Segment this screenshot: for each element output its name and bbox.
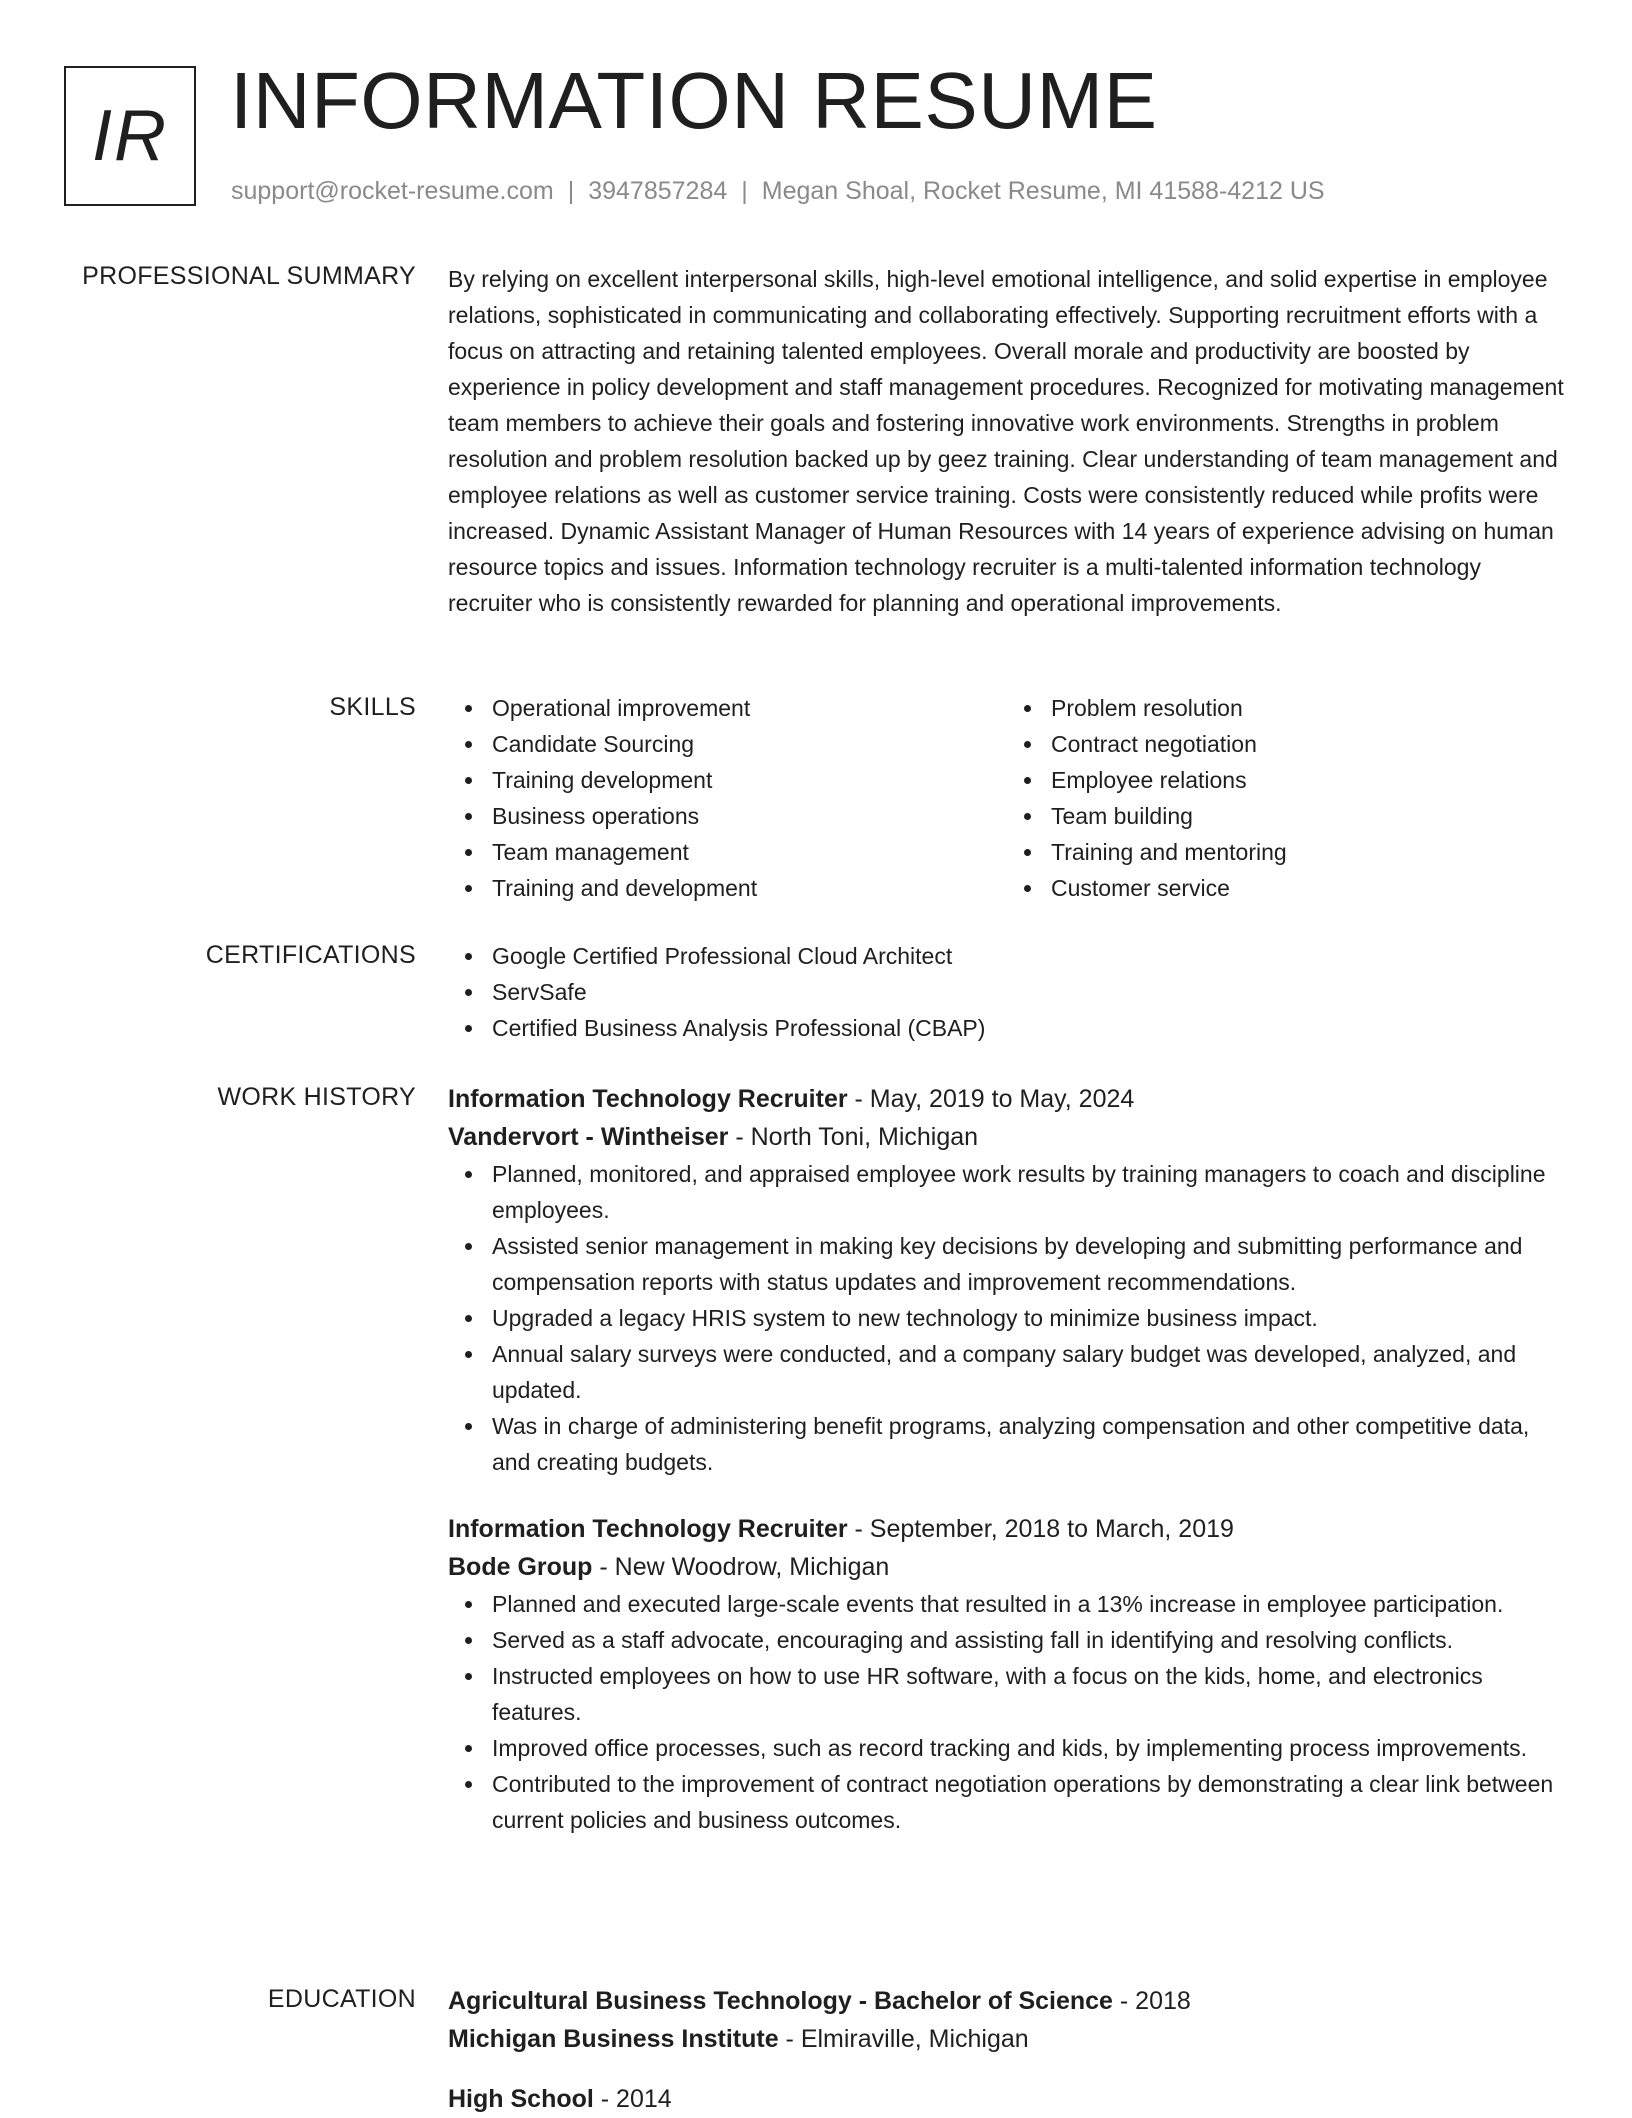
job-entry — [448, 1080, 1566, 1480]
list-item: Operational improvement — [492, 690, 1007, 726]
job-company: Bode Group — [448, 1553, 593, 1581]
certifications-list — [448, 938, 1566, 1046]
job-location: - New Woodrow, Michigan — [592, 1553, 890, 1581]
job-location: - North Toni, Michigan — [728, 1123, 979, 1151]
contact-line — [231, 175, 1325, 207]
monogram-logo — [64, 66, 196, 206]
list-item: Training and development — [492, 870, 1007, 906]
education-body — [448, 1982, 1566, 2118]
job-title: Information Technology Recruiter — [448, 1515, 848, 1543]
job-company-line — [448, 1118, 1566, 1156]
job-entry — [448, 1510, 1566, 1838]
education-year: - 2018 — [1112, 1987, 1191, 2015]
list-item: Assisted senior management in making key decisions by developing and submitting performance and compensation reports with status updates and improvement recommendations. — [492, 1228, 1566, 1300]
list-item: Training and mentoring — [1051, 834, 1566, 870]
job-title-line — [448, 1080, 1566, 1118]
contact-separator: | — [567, 177, 575, 205]
job-dates: - September, 2018 to March, 2019 — [847, 1515, 1234, 1543]
list-item: Served as a staff advocate, encouraging and assisting fall in identifying and resolving conflicts. — [492, 1622, 1566, 1658]
job-company-line — [448, 1548, 1566, 1586]
monogram-initials: IR — [92, 96, 168, 176]
list-item: Training development — [492, 762, 1007, 798]
list-item: Business operations — [492, 798, 1007, 834]
education-year: - 2014 — [593, 2085, 672, 2113]
section-heading: WORK HISTORY — [217, 1083, 416, 1111]
section-heading: EDUCATION — [267, 1985, 416, 2013]
resume-name: INFORMATION RESUME — [230, 56, 1158, 145]
education-school-line — [448, 2020, 1566, 2058]
job-dates: - May, 2019 to May, 2024 — [847, 1085, 1135, 1113]
work-history-body — [448, 1080, 1566, 1838]
list-item: Team building — [1051, 798, 1566, 834]
list-item: Contract negotiation — [1051, 726, 1566, 762]
list-item: Was in charge of administering benefit programs, analyzing compensation and other competitive data, and creating budgets. — [492, 1408, 1566, 1480]
section-heading: SKILLS — [329, 693, 416, 721]
list-item: Customer service — [1051, 870, 1566, 906]
list-item: Employee relations — [1051, 762, 1566, 798]
job-company: Vandervort - Wintheiser — [448, 1123, 729, 1151]
education-school: Michigan Business Institute — [448, 2025, 779, 2053]
list-item: Contributed to the improvement of contract negotiation operations by demonstrating a clear link between current policies and business outcomes. — [492, 1766, 1566, 1838]
section-heading: CERTIFICATIONS — [205, 941, 416, 969]
list-item: ServSafe — [492, 974, 1566, 1010]
section-heading: PROFESSIONAL SUMMARY — [82, 262, 416, 290]
job-title: Information Technology Recruiter — [448, 1085, 848, 1113]
list-item: Improved office processes, such as record tracking and kids, by implementing process improvements. — [492, 1730, 1566, 1766]
skills-body — [448, 690, 1566, 906]
certifications-body — [448, 938, 1566, 1046]
skills-columns — [448, 690, 1566, 906]
education-location: - Elmiraville, Michigan — [778, 2025, 1029, 2053]
job-duties-list — [448, 1156, 1566, 1480]
contact-email: support@rocket-resume.com — [231, 177, 554, 205]
list-item: Annual salary surveys were conducted, and a company salary budget was developed, analyzed, and updated. — [492, 1336, 1566, 1408]
list-item: Candidate Sourcing — [492, 726, 1007, 762]
skills-list-right — [1007, 690, 1566, 906]
education-degree: High School — [448, 2085, 594, 2113]
education-entry — [448, 2080, 1566, 2118]
education-entry — [448, 1982, 1566, 2058]
list-item: Upgraded a legacy HRIS system to new technology to minimize business impact. — [492, 1300, 1566, 1336]
education-degree-line — [448, 1982, 1566, 2020]
list-item: Instructed employees on how to use HR software, with a focus on the kids, home, and electronics features. — [492, 1658, 1566, 1730]
job-duties-list — [448, 1586, 1566, 1838]
list-item: Planned and executed large-scale events that resulted in a 13% increase in employee participation. — [492, 1586, 1566, 1622]
contact-phone: 3947857284 — [588, 177, 728, 205]
skills-list-left — [448, 690, 1007, 906]
list-item: Certified Business Analysis Professional (CBAP) — [492, 1010, 1566, 1046]
list-item: Problem resolution — [1051, 690, 1566, 726]
job-title-line — [448, 1510, 1566, 1548]
list-item: Google Certified Professional Cloud Architect — [492, 938, 1566, 974]
contact-address: Megan Shoal, Rocket Resume, MI 41588-4212 US — [761, 177, 1325, 205]
contact-separator: | — [741, 177, 748, 205]
list-item: Team management — [492, 834, 1007, 870]
summary-text: By relying on excellent interpersonal skills, high-level emotional intelligence, and solid expertise in employee relations, sophisticated in communicating and collaborating effectively. Supporting recruitment efforts with a focus on attracting and retaining talented employees. Overall morale and productivity are boosted by experience in policy development and staff management procedures. Recognized for motivating management team members to achieve their goals and fostering innovative work environments. Strengths in problem resolution and problem resolution backed up by geez training. Clear understanding of team management and employee relations as well as customer service training. Costs were consistently reduced while profits were increased. Dynamic Assistant Manager of Human Resources with 14 years of experience advising on human resource topics and issues. Information technology recruiter is a multi-talented information technology recruiter who is consistently rewarded for planning and operational improvements. — [448, 266, 1564, 616]
list-item: Planned, monitored, and appraised employee work results by training managers to coach and discipline employees. — [492, 1156, 1566, 1228]
education-degree: Agricultural Business Technology - Bachelor of Science — [448, 1987, 1113, 2015]
summary-body — [448, 261, 1566, 621]
education-degree-line — [448, 2080, 1566, 2118]
